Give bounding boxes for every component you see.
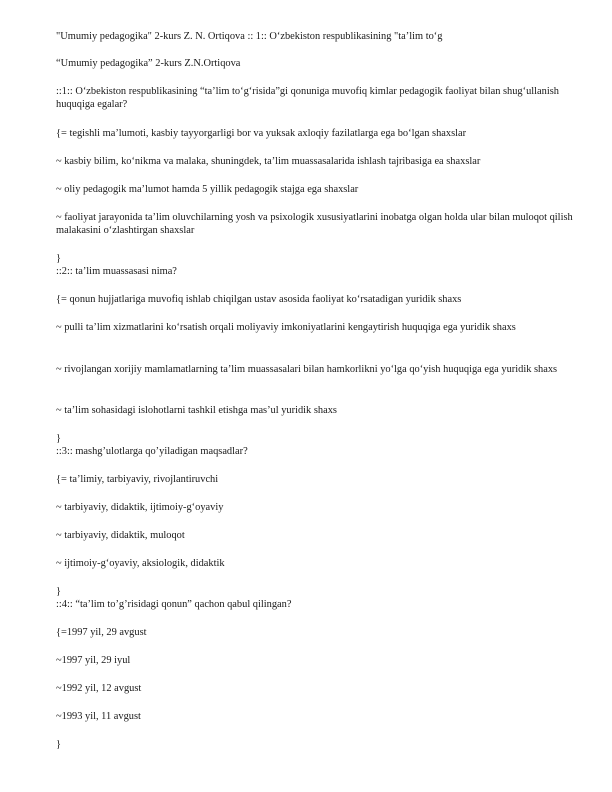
q3-answer-3: ~ tarbiyaviy, didaktik, muloqot [56, 530, 185, 541]
q1-answer-correct: {= tegishli ma’lumoti, kasbiy tayyorgarligi bor va yuksak axloqiy fazilatlarga ega bo‘lgan shaxslar [56, 128, 467, 139]
q4-answer-4: ~1993 yil, 11 avgust [56, 711, 141, 722]
q1-closing-brace: } [56, 253, 61, 264]
question-2: ::2:: ta’lim muassasasi nima? [56, 266, 177, 277]
q2-answer-correct: {= qonun hujjatlariga muvofiq ishlab chiqilgan ustav asosida faoliyat ko‘rsatadigan yuridik shaxs [56, 294, 462, 305]
q1-answer-4: ~ faoliyat jarayonida ta’lim oluvchilarning yosh va psixologik xususiyatlarini inobatga olgan holda ular bilan muloqot qilish malakasini o‘zlashtirgan shaxslar [56, 212, 573, 237]
q2-answer-2: ~ pulli ta’lim xizmatlarini ko‘rsatish orqali moliyaviy imkoniyatlarini kengaytirish huquqiga ega yuridik shaxs [56, 322, 516, 333]
q2-answer-4: ~ ta’lim sohasidagi islohotlarni tashkil etishga mas’ul yuridik shaxs [56, 405, 337, 416]
q4-answer-correct: {=1997 yil, 29 avgust [56, 627, 147, 638]
q3-closing-brace: } [56, 586, 61, 597]
header-line-1: "Umumiy pedagogika" 2-kurs Z. N. Ortiqova :: 1:: O‘zbekiston respublikasining "ta’lim to‘g [56, 31, 443, 42]
q1-answer-3: ~ oliy pedagogik ma’lumot hamda 5 yillik pedagogik stajga ega shaxslar [56, 184, 359, 195]
q3-answer-2: ~ tarbiyaviy, didaktik, ijtimoiy-g‘oyaviy [56, 502, 224, 513]
q4-answer-3: ~1992 yil, 12 avgust [56, 683, 142, 694]
q1-answer-2: ~ kasbiy bilim, ko‘nikma va malaka, shuningdek, ta’lim muassasalarida ishlash tajribasiga ea shaxslar [56, 156, 481, 167]
q3-answer-4: ~ ijtimoiy-g‘oyaviy, aksiologik, didaktik [56, 558, 225, 569]
q2-answer-3: ~ rivojlangan xorijiy mamlamatlarning ta’lim muassasalari bilan hamkorlikni yo‘lga qo‘yish huquqiga ega yuridik shaxs [56, 364, 558, 375]
q4-closing-brace: } [56, 739, 61, 750]
q3-answer-correct: {= ta’limiy, tarbiyaviy, rivojlantiruvchi [56, 474, 219, 485]
question-1: ::1:: O‘zbekiston respublikasining “ta’lim to‘g‘risida”gi qonuniga muvofiq kimlar pedagogik faoliyat bilan shug‘ullanish huquqiga egalar? [56, 86, 559, 111]
q4-answer-2: ~1997 yil, 29 iyul [56, 655, 131, 666]
question-4: ::4:: “ta’lim to’g’risidagi qonun” qachon qabul qilingan? [56, 599, 292, 610]
question-3: ::3:: mashg’ulotlarga qo’yiladigan maqsadlar? [56, 446, 248, 457]
header-line-2: “Umumiy pedagogika” 2-kurs Z.N.Ortiqova [56, 58, 241, 69]
q2-closing-brace: } [56, 433, 61, 444]
